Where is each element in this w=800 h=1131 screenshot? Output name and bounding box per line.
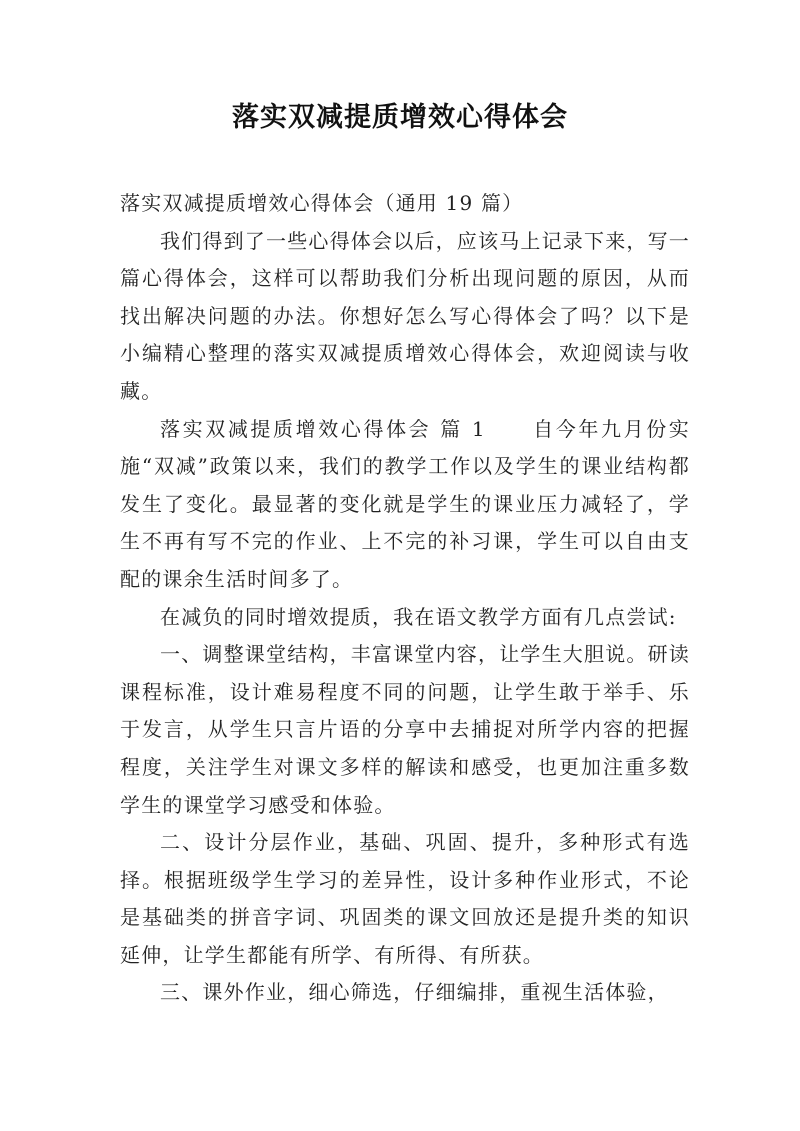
paragraph-point-1: 一、调整课堂结构，丰富课堂内容，让学生大胆说。研读课程标准，设计难易程度不同的问题，让学生敢于举手、乐于发言，从学生只言片语的分享中去捕捉对所学内容的把握程度，关注学生对课文多样的解读和感受，也更加注重多数学生的课堂学习感受和体验。: [120, 642, 690, 817]
paragraph-attempts: 在减负的同时增效提质，我在语文教学方面有几点尝试:: [160, 604, 677, 629]
paragraph-point-3: 三、课外作业，细心筛选，仔细编排，重视生活体验，: [160, 980, 669, 1005]
intro-paragraph: 我们得到了一些心得体会以后，应该马上记录下来，写一篇心得体会，这样可以帮助我们分析出现问题的原因，从而找出解决问题的办法。你想好怎么写心得体会了吗？以下是小编精心整理的落实双减提质增效心得体会，欢迎阅读与收藏。: [120, 228, 690, 403]
document-title: 落实双减提质增效心得体会: [232, 102, 568, 133]
section-heading: 落实双减提质增效心得体会 篇 1: [160, 416, 486, 441]
document-body: [120, 185, 690, 1012]
section-text: 自今年九月份实施“双减”政策以来，我们的教学工作以及学生的课业结构都发生了变化。最显著的变化就是学生的课业压力减轻了，学生不再有写不完的作业、上不完的补习课，学生可以自由支配的课余生活时间多了。: [120, 416, 690, 591]
paragraph-point-2: 二、设计分层作业，基础、巩固、提升，多种形式有选择。根据班级学生学习的差异性，设计多种作业形式，不论是基础类的拼音字词、巩固类的课文回放还是提升类的知识延伸，让学生都能有所学、有所得、有所获。: [120, 830, 690, 967]
document-subtitle: 落实双减提质增效心得体会（通用 19 篇）: [120, 191, 524, 215]
section-1-paragraph: [120, 411, 690, 599]
